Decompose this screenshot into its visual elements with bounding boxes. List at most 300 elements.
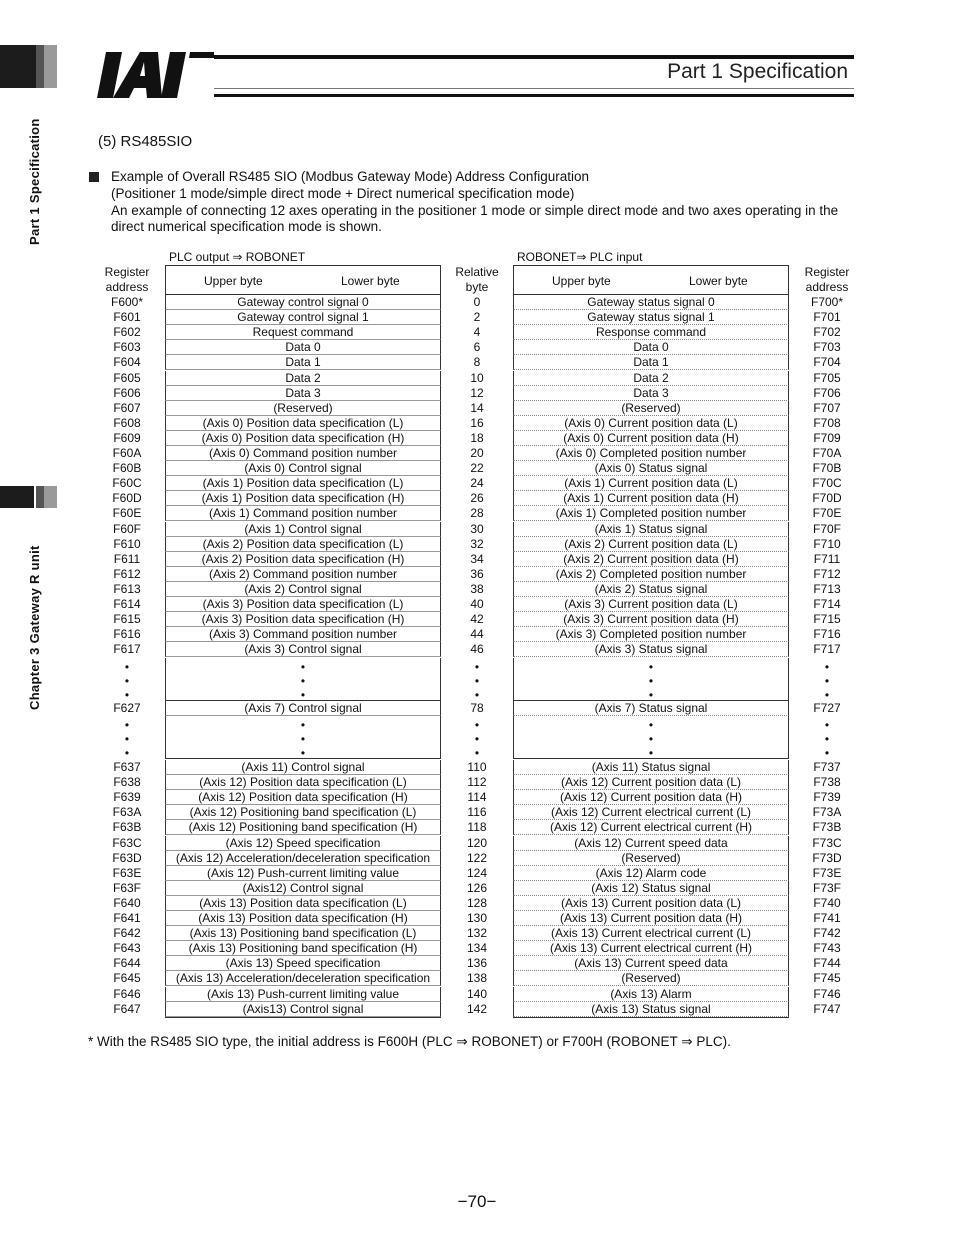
relative-byte: 22 xyxy=(470,461,484,476)
header-address-text: address xyxy=(105,280,149,294)
register-address-in: F744 xyxy=(813,956,841,971)
input-signal: (Axis 1) Current position data (H) xyxy=(513,491,789,506)
output-signal: (Axis 1) Control signal xyxy=(165,522,441,537)
input-signal: (Axis 13) Current electrical current (H) xyxy=(513,941,789,956)
output-signal: (Axis 13) Speed specification xyxy=(165,956,441,971)
relative-byte: 4 xyxy=(473,325,481,340)
output-signal: (Axis 12) Speed specification xyxy=(165,836,441,851)
register-address-in: F715 xyxy=(813,612,841,627)
register-address-out: F63F xyxy=(112,880,141,895)
input-signal: Data 1 xyxy=(513,355,789,370)
output-signal: (Reserved) xyxy=(165,401,441,416)
part-side-label: Part 1 Specification xyxy=(27,118,42,245)
register-address-in: F745 xyxy=(813,971,841,986)
table-row xyxy=(0,537,954,552)
ellipsis-dot: • xyxy=(124,718,130,732)
ellipsis-dots xyxy=(796,660,858,702)
chapter-side-label: Chapter 3 Gateway R unit xyxy=(27,545,42,710)
ellipsis-dots xyxy=(96,660,158,702)
relative-byte: 18 xyxy=(470,430,484,445)
register-address-out: F615 xyxy=(113,612,141,627)
output-signal: (Axis 3) Position data specification (H) xyxy=(165,612,441,627)
header-register-text: Register xyxy=(104,265,150,279)
register-address-out: F640 xyxy=(113,895,141,910)
ellipsis-dot: • xyxy=(124,746,130,760)
ellipsis-box xyxy=(513,716,789,759)
table-row xyxy=(0,431,954,446)
table-row xyxy=(0,476,954,491)
output-signal: Data 2 xyxy=(165,371,441,386)
register-address-in: F73D xyxy=(812,850,842,865)
register-address-in: F727 xyxy=(813,701,841,715)
register-address-in: F703 xyxy=(813,340,841,355)
register-address-in: F709 xyxy=(813,430,841,445)
input-signal: (Axis 1) Status signal xyxy=(513,522,789,537)
input-signal: Response command xyxy=(513,325,789,340)
ellipsis-dot: • xyxy=(474,674,480,688)
input-signal: (Axis 13) Current position data (H) xyxy=(513,911,789,926)
header-relative-text: Relative xyxy=(455,265,499,279)
output-signal: (Axis 12) Push-current limiting value xyxy=(165,866,441,881)
relative-byte: 142 xyxy=(466,1001,488,1016)
input-signal: (Axis 3) Completed position number xyxy=(513,627,789,642)
ellipsis-dot: • xyxy=(474,688,480,702)
relative-byte: 122 xyxy=(466,850,488,865)
register-address-out: F60A xyxy=(112,446,142,460)
relative-byte: 12 xyxy=(470,385,484,400)
input-signal: (Axis 3) Current position data (L) xyxy=(513,597,789,612)
register-address-out: F63E xyxy=(112,865,142,880)
ellipsis-dot: • xyxy=(824,660,830,674)
relative-byte: 126 xyxy=(466,880,488,895)
output-signal: (Axis 1) Command position number xyxy=(165,506,441,521)
relative-byte: 46 xyxy=(470,642,484,657)
output-signal: (Axis 13) Positioning band specification (H) xyxy=(165,941,441,956)
output-signal: (Axis 0) Command position number xyxy=(165,446,441,461)
relative-byte: 16 xyxy=(470,415,484,430)
table-row xyxy=(0,371,954,386)
output-signal: (Axis 0) Control signal xyxy=(165,461,441,476)
register-address-in: F73A xyxy=(812,805,842,820)
output-signal: (Axis 2) Command position number xyxy=(165,567,441,582)
output-signal: (Axis 12) Position data specification (L) xyxy=(165,775,441,790)
input-signal: (Axis 12) Current electrical current (L) xyxy=(513,805,789,820)
relative-byte: 24 xyxy=(470,476,484,491)
output-signal: (Axis 3) Control signal xyxy=(165,642,441,657)
register-address-in: F714 xyxy=(813,597,841,611)
register-address-out: F602 xyxy=(113,325,141,340)
table-row xyxy=(0,851,954,866)
relative-byte: 136 xyxy=(466,956,488,971)
register-address-in: F73F xyxy=(812,880,841,895)
relative-byte: 44 xyxy=(470,627,484,642)
register-address-out: F63B xyxy=(112,820,142,835)
input-signal: (Axis 2) Current position data (H) xyxy=(513,552,789,567)
table-row xyxy=(0,295,954,310)
input-signal: (Axis 1) Completed position number xyxy=(513,506,789,521)
register-address-out: F612 xyxy=(113,566,141,581)
relative-byte: 32 xyxy=(470,536,484,551)
output-signal: Data 3 xyxy=(165,386,441,401)
header-byte-text: byte xyxy=(465,280,489,294)
register-address-in: F739 xyxy=(813,790,841,805)
output-signal: (Axis 7) Control signal xyxy=(165,701,441,716)
register-address-in: F740 xyxy=(813,895,841,910)
header-lower-byte: Lower byte xyxy=(341,274,400,288)
register-address-in: F738 xyxy=(813,775,841,790)
ellipsis-dot: • xyxy=(124,660,130,674)
register-address-in: F70E xyxy=(812,506,842,521)
ellipsis-dot: • xyxy=(300,674,306,688)
ellipsis-dot: • xyxy=(474,718,480,732)
register-address-out: F614 xyxy=(113,597,141,611)
input-signal: (Axis 12) Status signal xyxy=(513,881,789,896)
register-address-in: F70D xyxy=(812,491,842,506)
output-signal: (Axis 13) Positioning band specification (L) xyxy=(165,926,441,941)
register-address-out: F600* xyxy=(110,295,144,309)
ellipsis-dot: • xyxy=(648,732,654,746)
relative-byte: 28 xyxy=(470,506,484,521)
register-address-out: F60D xyxy=(112,491,142,506)
register-address-out: F608 xyxy=(113,415,141,430)
header-upper-byte: Upper byte xyxy=(204,274,263,288)
ellipsis-dot: • xyxy=(648,718,654,732)
table-row xyxy=(0,836,954,851)
output-signal: (Axis 1) Position data specification (H) xyxy=(165,491,441,506)
relative-byte: 36 xyxy=(470,566,484,581)
relative-byte: 118 xyxy=(467,820,487,835)
output-signal: (Axis 11) Control signal xyxy=(165,760,441,775)
table-bottom-border xyxy=(513,1017,789,1018)
ellipsis-dot: • xyxy=(648,746,654,760)
caption-plc-output: PLC output ⇒ ROBONET xyxy=(169,250,306,264)
register-address-out: F601 xyxy=(113,310,141,325)
register-address-in: F707 xyxy=(813,400,841,415)
relative-byte: 124 xyxy=(466,865,488,880)
register-address-out: F647 xyxy=(113,1001,141,1016)
ellipsis-dots xyxy=(796,718,858,760)
table-row xyxy=(0,701,954,716)
input-signal: Gateway status signal 1 xyxy=(513,310,789,325)
table-row xyxy=(0,446,954,461)
input-signal: Data 3 xyxy=(513,386,789,401)
register-address-out: F643 xyxy=(113,941,141,956)
ellipsis-box xyxy=(165,658,441,701)
input-signal: (Axis 12) Current electrical current (H) xyxy=(513,820,789,835)
page-number: −70− xyxy=(457,1192,497,1211)
output-signal: Gateway control signal 0 xyxy=(165,295,441,310)
ellipsis-dot: • xyxy=(648,674,654,688)
relative-byte: 14 xyxy=(470,400,484,415)
register-address-out: F63A xyxy=(112,805,142,820)
section-heading: (5) RS485SIO xyxy=(98,133,193,150)
relative-byte: 30 xyxy=(470,521,484,536)
output-signal: (Axis 1) Position data specification (L) xyxy=(165,476,441,491)
table-row xyxy=(0,386,954,401)
relative-byte: 130 xyxy=(466,911,488,925)
register-address-in: F716 xyxy=(813,627,841,642)
output-signal: (Axis 12) Positioning band specification (L) xyxy=(165,805,441,820)
output-signal: (Axis 13) Position data specification (L) xyxy=(165,896,441,911)
output-signal: (Axis 12) Positioning band specification (H) xyxy=(165,820,441,835)
register-address-in: F705 xyxy=(813,370,841,385)
input-signal: (Axis 3) Status signal xyxy=(513,642,789,657)
register-address-in: F711 xyxy=(813,551,841,566)
ellipsis-dot: • xyxy=(300,718,306,732)
table-row xyxy=(0,552,954,567)
input-signal: (Axis 13) Status signal xyxy=(513,1002,789,1017)
ellipsis-dot: • xyxy=(474,732,480,746)
register-address-out: F607 xyxy=(113,400,141,415)
input-signal: (Axis 13) Current position data (L) xyxy=(513,896,789,911)
input-signal: (Reserved) xyxy=(513,971,789,986)
register-address-out: F637 xyxy=(113,760,141,774)
register-address-out: F60B xyxy=(112,461,142,476)
input-signal: (Axis 0) Completed position number xyxy=(513,446,789,461)
relative-byte: 2 xyxy=(473,310,481,325)
table-row xyxy=(0,567,954,582)
register-address-in: F743 xyxy=(813,941,841,956)
output-signal: Data 0 xyxy=(165,340,441,355)
table-row xyxy=(0,597,954,612)
register-address-in: F702 xyxy=(813,325,841,340)
output-signal: Request command xyxy=(165,325,441,340)
relative-byte: 20 xyxy=(470,446,484,460)
ellipsis-dot: • xyxy=(124,688,130,702)
register-address-in: F710 xyxy=(813,536,841,551)
output-signal: (Axis 2) Position data specification (H) xyxy=(165,552,441,567)
output-signal: (Axis 0) Position data specification (L) xyxy=(165,416,441,431)
register-address-in: F70F xyxy=(812,521,841,536)
ellipsis-dot: • xyxy=(824,718,830,732)
ellipsis-dot: • xyxy=(124,732,130,746)
input-signal: (Axis 11) Status signal xyxy=(513,760,789,775)
output-signal: (Axis 3) Position data specification (L) xyxy=(165,597,441,612)
input-signal: (Axis 2) Completed position number xyxy=(513,567,789,582)
relative-byte: 134 xyxy=(466,941,488,956)
part-title: Part 1 Specification xyxy=(667,60,848,83)
footnote: * With the RS485 SIO type, the initial address is F600H (PLC ⇒ ROBONET) or F700H (ROBONET ⇒ PLC). xyxy=(88,1034,731,1049)
ellipsis-dot: • xyxy=(824,688,830,702)
input-signal: (Axis 13) Alarm xyxy=(513,987,789,1002)
relative-byte: 0 xyxy=(473,295,481,309)
table-row xyxy=(0,461,954,476)
register-address-in: F700* xyxy=(810,295,844,309)
intro-text-line-1: An example of connecting 12 axes operating in the positioner 1 mode or simple direct mode and two axes operating in the xyxy=(111,203,839,218)
register-address-in: F706 xyxy=(813,385,841,400)
ellipsis-dot: • xyxy=(300,660,306,674)
table-row xyxy=(0,506,954,521)
table-row xyxy=(0,340,954,355)
ellipsis-dot: • xyxy=(648,660,654,674)
register-address-out: F63D xyxy=(112,850,142,865)
table-row xyxy=(0,401,954,416)
input-signal: (Axis 12) Current speed data xyxy=(513,836,789,851)
output-signal: (Axis12) Control signal xyxy=(165,881,441,896)
register-address-in: F73B xyxy=(812,820,842,835)
register-address-out: F617 xyxy=(113,642,141,657)
ellipsis-dot: • xyxy=(824,674,830,688)
ellipsis-box xyxy=(165,716,441,759)
table-row xyxy=(0,987,954,1002)
register-address-out: F646 xyxy=(113,986,141,1001)
table-row xyxy=(0,775,954,790)
table-row xyxy=(0,522,954,537)
relative-byte: 8 xyxy=(473,355,481,370)
table-bottom-border xyxy=(165,1017,441,1018)
register-address-out: F606 xyxy=(113,385,141,400)
ellipsis-dot: • xyxy=(300,732,306,746)
table-row xyxy=(0,790,954,805)
table-row xyxy=(0,310,954,325)
table-row xyxy=(0,642,954,657)
register-address-in: F73C xyxy=(812,835,842,850)
input-signal: Data 0 xyxy=(513,340,789,355)
relative-byte: 78 xyxy=(470,701,484,715)
register-address-in: F746 xyxy=(813,986,841,1001)
table-row xyxy=(0,971,954,986)
input-signal: (Axis 0) Current position data (L) xyxy=(513,416,789,431)
ellipsis-dot: • xyxy=(474,660,480,674)
input-signal: (Axis 13) Current speed data xyxy=(513,956,789,971)
relative-byte: 138 xyxy=(466,971,488,986)
register-address-in: F73E xyxy=(812,865,842,880)
relative-byte: 26 xyxy=(470,491,484,506)
output-signal: (Axis 3) Command position number xyxy=(165,627,441,642)
relative-byte: 34 xyxy=(470,551,484,566)
register-address-in: F747 xyxy=(813,1001,841,1016)
ellipsis-dot: • xyxy=(300,688,306,702)
register-address-in: F737 xyxy=(813,760,841,774)
register-address-out: F63C xyxy=(112,835,142,850)
output-signal: (Axis 0) Position data specification (H) xyxy=(165,431,441,446)
register-address-in: F712 xyxy=(813,566,841,581)
ellipsis-dot: • xyxy=(300,746,306,760)
output-signal: (Axis 13) Push-current limiting value xyxy=(165,987,441,1002)
input-signal: (Axis 12) Current position data (L) xyxy=(513,775,789,790)
register-address-out: F60C xyxy=(112,476,142,491)
register-address-in: F741 xyxy=(813,911,841,925)
relative-byte: 112 xyxy=(467,775,487,790)
input-signal: Data 2 xyxy=(513,371,789,386)
input-signal: (Reserved) xyxy=(513,851,789,866)
table-row xyxy=(0,355,954,370)
table-row xyxy=(0,941,954,956)
table-row xyxy=(0,1002,954,1017)
table-row xyxy=(0,760,954,775)
intro-title: Example of Overall RS485 SIO (Modbus Gateway Mode) Address Configuration xyxy=(111,169,589,184)
output-signal: Gateway control signal 1 xyxy=(165,310,441,325)
intro-text-line-2: direct numerical specification mode is shown. xyxy=(111,219,382,234)
intro-subtitle: (Positioner 1 mode/simple direct mode + Direct numerical specification mode) xyxy=(111,186,575,201)
table-row xyxy=(0,491,954,506)
output-signal: (Axis 12) Acceleration/deceleration specification xyxy=(165,851,441,866)
register-address-in: F713 xyxy=(813,581,841,596)
ellipsis-dot: • xyxy=(824,746,830,760)
relative-byte: 40 xyxy=(470,597,484,611)
input-signal: (Reserved) xyxy=(513,401,789,416)
register-address-in: F70B xyxy=(812,461,842,476)
register-address-in: F717 xyxy=(813,642,841,657)
register-address-out: F611 xyxy=(113,551,141,566)
input-signal: (Axis 12) Current position data (H) xyxy=(513,790,789,805)
register-address-out: F604 xyxy=(113,355,141,370)
ellipsis-dots xyxy=(96,718,158,760)
output-signal: (Axis 2) Position data specification (L) xyxy=(165,537,441,552)
table-row xyxy=(0,416,954,431)
relative-byte: 10 xyxy=(470,370,484,385)
output-signal: (Axis13) Control signal xyxy=(165,1002,441,1017)
input-signal: Gateway status signal 0 xyxy=(513,295,789,310)
table-row xyxy=(0,325,954,340)
ellipsis-dot: • xyxy=(124,674,130,688)
table-row xyxy=(0,612,954,627)
table-row xyxy=(0,582,954,597)
ellipsis-dots xyxy=(446,718,508,760)
input-signal: (Axis 2) Status signal xyxy=(513,582,789,597)
input-signal: (Axis 2) Current position data (L) xyxy=(513,537,789,552)
table-row xyxy=(0,896,954,911)
output-signal: (Axis 2) Control signal xyxy=(165,582,441,597)
register-address-out: F60F xyxy=(112,521,141,536)
register-address-in: F742 xyxy=(813,926,841,941)
relative-byte: 42 xyxy=(470,612,484,627)
input-signal: (Axis 3) Current position data (H) xyxy=(513,612,789,627)
register-address-out: F609 xyxy=(113,430,141,445)
relative-byte: 6 xyxy=(473,340,481,355)
relative-byte: 114 xyxy=(467,790,487,805)
input-signal: (Axis 13) Current electrical current (L) xyxy=(513,926,789,941)
relative-byte: 128 xyxy=(466,895,488,910)
relative-byte: 116 xyxy=(467,805,487,820)
relative-byte: 140 xyxy=(466,986,488,1001)
register-address-in: F701 xyxy=(813,310,841,325)
header-register-text: Register xyxy=(804,265,850,279)
table-row xyxy=(0,926,954,941)
register-address-out: F645 xyxy=(113,971,141,986)
ellipsis-dot: • xyxy=(824,732,830,746)
table-row xyxy=(0,805,954,820)
output-signal: (Axis 13) Position data specification (H) xyxy=(165,911,441,926)
output-signal: (Axis 12) Position data specification (H) xyxy=(165,790,441,805)
register-address-out: F639 xyxy=(113,790,141,805)
ellipsis-dot: • xyxy=(474,746,480,760)
register-address-out: F644 xyxy=(113,956,141,971)
table-row xyxy=(0,911,954,926)
relative-byte: 110 xyxy=(467,760,487,774)
register-address-out: F642 xyxy=(113,926,141,941)
register-address-out: F638 xyxy=(113,775,141,790)
input-signal: (Axis 0) Current position data (H) xyxy=(513,431,789,446)
register-address-in: F708 xyxy=(813,415,841,430)
register-address-out: F616 xyxy=(113,627,141,642)
register-address-in: F704 xyxy=(813,355,841,370)
register-address-out: F60E xyxy=(112,506,142,521)
header-address-text: address xyxy=(805,280,849,294)
table-row xyxy=(0,866,954,881)
table-row xyxy=(0,820,954,835)
output-signal: Data 1 xyxy=(165,355,441,370)
table-row xyxy=(0,956,954,971)
register-address-out: F610 xyxy=(113,536,141,551)
register-address-out: F627 xyxy=(113,701,141,715)
relative-byte: 120 xyxy=(466,835,488,850)
register-address-out: F603 xyxy=(113,340,141,355)
header-upper-byte: Upper byte xyxy=(552,274,611,288)
table-row xyxy=(0,881,954,896)
table-row xyxy=(0,627,954,642)
header-lower-byte: Lower byte xyxy=(689,274,748,288)
